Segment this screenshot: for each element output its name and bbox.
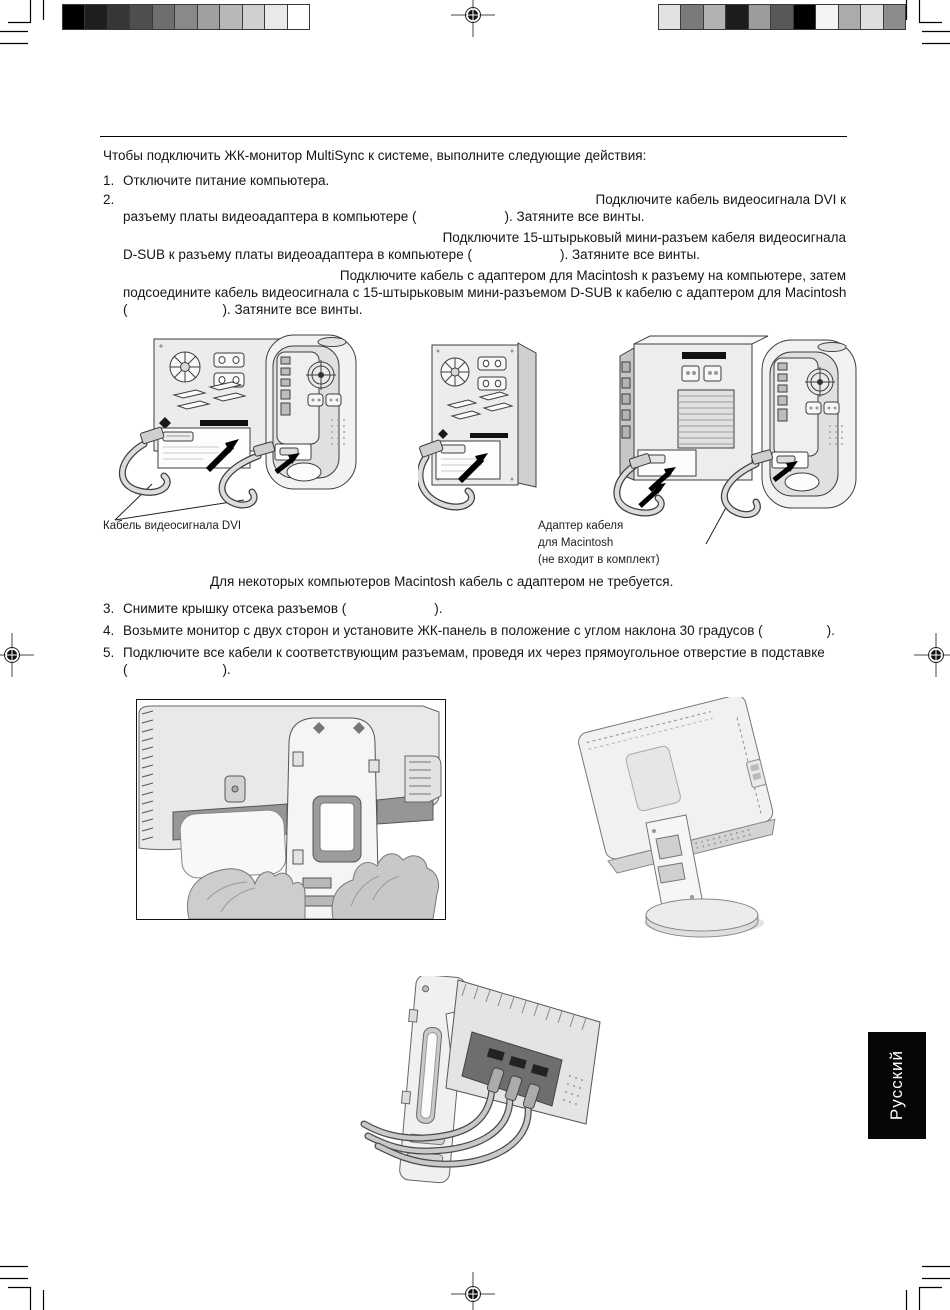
section-divider-rule (100, 136, 847, 137)
step-2-dvi-line2-pre: разъему платы видеоадаптера в компьютере ( (123, 209, 417, 224)
step-3-pre: Снимите крышку отсека разъемов ( (123, 601, 347, 616)
grayscale-swatch (860, 5, 882, 29)
grayscale-swatch (264, 5, 286, 29)
grayscale-swatch (703, 5, 725, 29)
step-4-pre: Возьмите монитор с двух сторон и установите ЖК-панель в положение с углом наклона 30 градусов ( (123, 623, 763, 638)
grayscale-bar-left (62, 4, 310, 30)
grayscale-swatch (63, 5, 84, 29)
step-3-number: 3. (103, 601, 115, 616)
grayscale-swatch (793, 5, 815, 29)
grayscale-swatch (815, 5, 837, 29)
illustration-dsub-connection (418, 335, 550, 517)
step-4-post: ). (826, 623, 835, 638)
caption-mac-adapter-line2: для Macintosh (538, 537, 614, 549)
registration-target-top-icon (451, 0, 495, 37)
step-2-number: 2. (103, 192, 115, 207)
registration-target-left-icon (0, 633, 34, 677)
crop-mark-bottom-right (890, 1260, 950, 1310)
grayscale-swatch (107, 5, 129, 29)
step-1 (103, 173, 329, 189)
illustration-remove-cable-cover (136, 699, 446, 920)
grayscale-swatch (174, 5, 196, 29)
step-2-mac-line1: Подключите кабель с адаптером для Macintosh к разъему на компьютере, затем (339, 268, 846, 283)
step-2-mac-line3-post: ). Затяните все винты. (222, 302, 363, 317)
registration-target-right-icon (914, 633, 950, 677)
step-5-text: Подключите все кабели к соответствующим разъемам, проведя их через прямоугольное отверстие в подставке (123, 645, 825, 660)
caption-dvi-cable: Кабель видеосигнала DVI (103, 520, 242, 532)
step-2-mac-line3 (123, 302, 362, 318)
grayscale-swatch (725, 5, 747, 29)
grayscale-swatch (659, 5, 680, 29)
step-2-dsub-line2 (123, 247, 700, 263)
step-2-dsub-line2-pre: D-SUB к разъему платы видеоадаптера в компьютере ( (123, 247, 472, 262)
step-2-mac-line3-pre: ( (123, 302, 128, 317)
intro-text: Чтобы подключить ЖК-монитор MultiSync к системе, выполните следующие действия: (103, 148, 647, 163)
step-1-number: 1. (103, 173, 115, 188)
crop-mark-top-left (0, 0, 60, 50)
grayscale-swatch (287, 5, 309, 29)
language-tab-russian (868, 1032, 926, 1139)
illustration-macintosh-adapter-connection (610, 330, 880, 546)
note-text: Для некоторых компьютеров Macintosh кабель с адаптером не требуется. (210, 574, 674, 589)
step-5-number: 5. (103, 645, 115, 660)
registration-target-bottom-icon (451, 1272, 495, 1310)
illustration-cable-routing (348, 976, 606, 1190)
grayscale-swatch (152, 5, 174, 29)
illustration-dvi-connection (108, 332, 360, 522)
step-5-line2 (123, 662, 231, 678)
grayscale-swatch (838, 5, 860, 29)
step-2-dsub-line1: Подключите 15-штырьковый мини-разъем кабеля видеосигнала (442, 230, 846, 245)
grayscale-swatch (748, 5, 770, 29)
grayscale-swatch (219, 5, 241, 29)
caption-mac-adapter-line3: (не входит в комплект) (538, 554, 660, 566)
step-2-dsub-line2-post: ). Затяните все винты. (559, 247, 700, 262)
grayscale-swatch (197, 5, 219, 29)
step-3-post: ). (434, 601, 443, 616)
grayscale-bar-right (658, 4, 906, 30)
step-4-number: 4. (103, 623, 115, 638)
caption-mac-adapter-line1: Адаптер кабеля (538, 520, 624, 532)
step-5-line1 (103, 645, 825, 661)
language-tab-label: Русский (887, 1050, 906, 1121)
step-3 (103, 601, 443, 617)
step-5-line2-post: ). (222, 662, 231, 677)
illustration-monitor-tilted-rear (552, 697, 782, 939)
grayscale-swatch (680, 5, 702, 29)
grayscale-swatch (242, 5, 264, 29)
step-2-mac-line2: подсоедините кабель видеосигнала с 15-штырьковым мини-разъемом D-SUB к кабелю с адаптером для Macintosh (123, 285, 847, 300)
step-4 (103, 623, 835, 639)
step-1-text: Отключите питание компьютера. (123, 173, 330, 188)
step-2-dvi-line2 (123, 209, 645, 225)
grayscale-swatch (770, 5, 792, 29)
step-2-dvi-line2-post: ). Затяните все винты. (504, 209, 645, 224)
step-5-line2-pre: ( (123, 662, 128, 677)
grayscale-swatch (883, 5, 905, 29)
crop-mark-bottom-left (0, 1260, 60, 1310)
grayscale-swatch (129, 5, 151, 29)
grayscale-swatch (84, 5, 106, 29)
step-2-dvi-line1: Подключите кабель видеосигнала DVI к (595, 192, 846, 207)
